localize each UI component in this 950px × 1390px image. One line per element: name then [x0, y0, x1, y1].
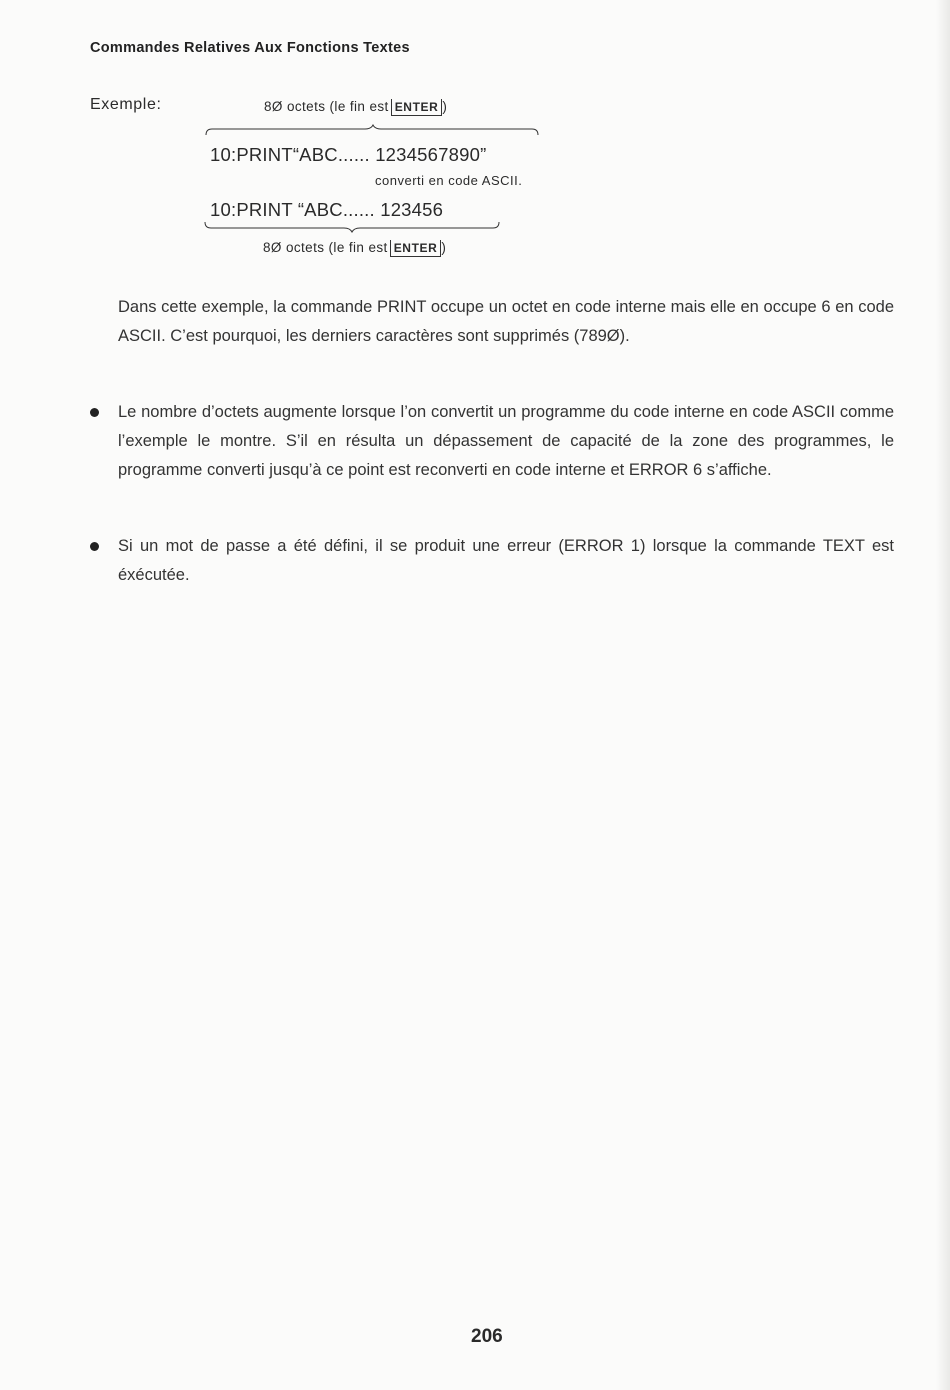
code-line-internal: 10:PRINT“ABC...... 1234567890” [210, 144, 487, 165]
code-line-ascii: 10:PRINT “ABC...... 123456 [210, 199, 444, 220]
bottom-byte-note-close: ) [441, 240, 447, 255]
enter-key-label: ENTER [391, 99, 443, 116]
bottom-byte-note [263, 240, 446, 257]
example-label: Exemple: [90, 96, 162, 113]
top-byte-note-text: 8Ø octets (le fin est [264, 99, 389, 114]
converted-note: converti en code ASCII. [375, 173, 523, 188]
bullet-dot [90, 542, 99, 551]
enter-key-label: ENTER [390, 240, 442, 257]
page-edge-shadow [936, 0, 950, 1390]
top-brace [205, 124, 539, 136]
bullet-dot [90, 408, 99, 417]
page-number: 206 [471, 1326, 503, 1347]
top-byte-note-close: ) [442, 99, 448, 114]
bottom-byte-note-text: 8Ø octets (le fin est [263, 240, 388, 255]
bottom-brace [204, 221, 500, 233]
bullet-item-byte-increase: Le nombre d’octets augmente lorsque l’on convertit un programme du code interne en code ASCII comme l’exemple le montre. S’il en résulta un dépassement de capacité de la zone des programmes, le programme converti jusqu’à ce point est reconverti en code interne et ERROR 6 s’affiche. [118, 403, 894, 479]
bullet-item-password-error: Si un mot de passe a été défini, il se produit une erreur (ERROR 1) lorsque la commande TEXT est éxécutée. [118, 537, 894, 584]
explanation-paragraph: Dans cette exemple, la commande PRINT occupe un octet en code interne mais elle en occupe 6 en code ASCII. C’est pourquoi, les derniers caractères sont supprimés (789Ø). [118, 298, 894, 345]
page-header: Commandes Relatives Aux Fonctions Textes [90, 40, 410, 56]
top-byte-note [264, 99, 447, 116]
